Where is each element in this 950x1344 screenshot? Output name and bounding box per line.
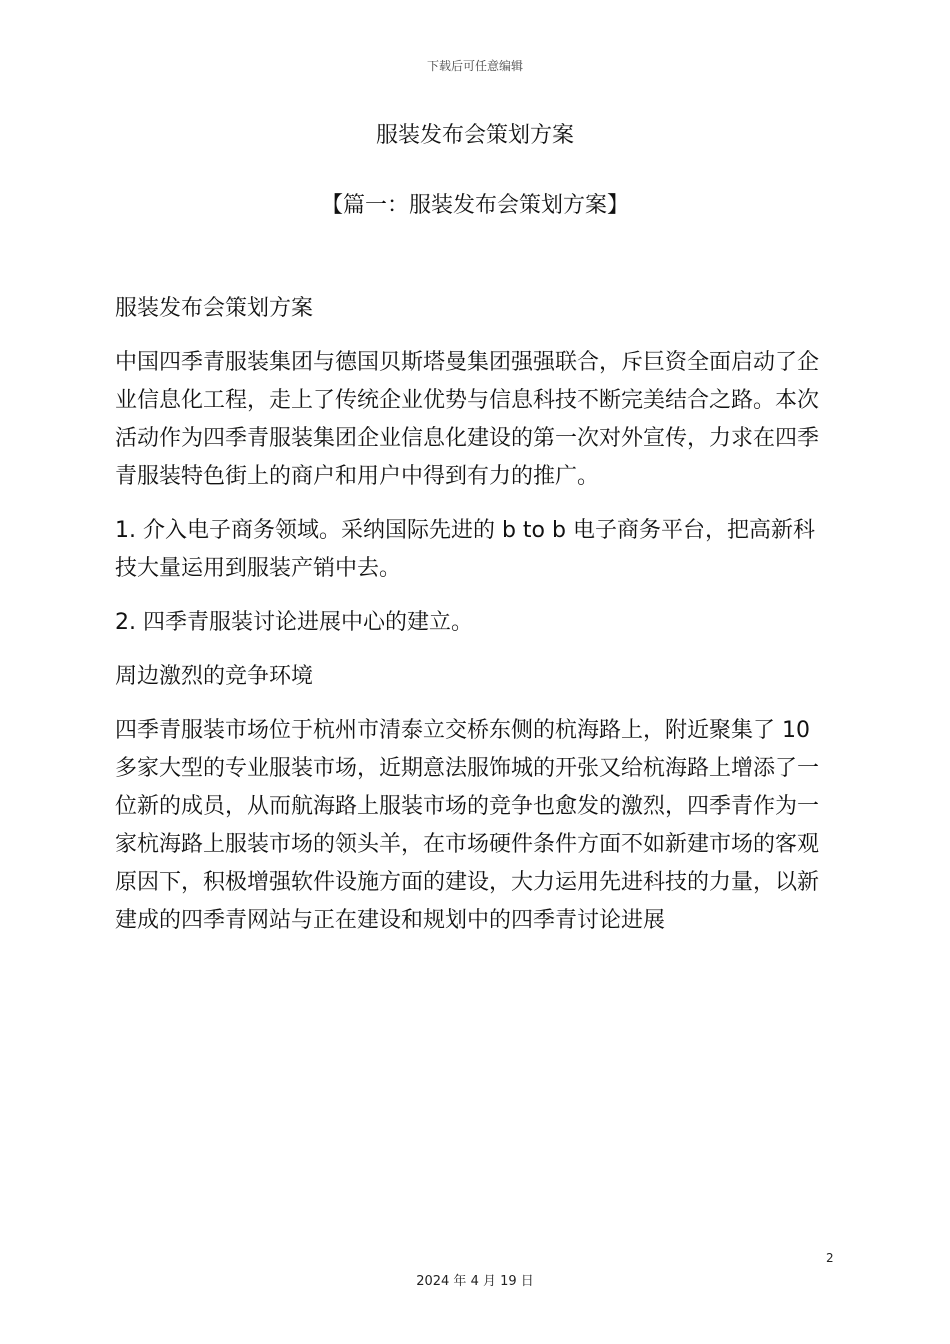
document-body [115,290,835,956]
section-heading: 周边激烈的竞争环境 [115,664,314,689]
footer-date: 2024 年 4 月 19 日 [416,1274,534,1289]
header-note: 下载后可任意编辑 [426,59,523,73]
page-number: 2 [826,1251,834,1265]
list-item: 2. 四季青服装讨论进展中心的建立。 [115,610,473,635]
paragraph: 四季青服装市场位于杭州市清泰立交桥东侧的杭海路上，附近聚集了 10 多家大型的专业服装市场，近期意法服饰城的开张又给杭海路上增添了一位新的成员，从而航海路上服装市场的竞争也愈发的激烈，四季青作为一家杭海路上服装市场的领头羊，在市场硬件条件方面不如新建市场的客观原因下，积极增强软件设施方面的建设，大力运用先进科技的力量，以新建成的四季青网站与正在建设和规划中的四季青讨论进展 [115,718,820,933]
document-subtitle: 【篇一：服装发布会策划方案】 [320,193,629,218]
section-heading: 服装发布会策划方案 [115,296,314,321]
list-item: 1. 介入电子商务领域。采纳国际先进的 b to b 电子商务平台，把高新科技大量运用到服装产销中去。 [115,518,815,581]
document-title: 服装发布会策划方案 [375,123,574,148]
paragraph: 中国四季青服装集团与德国贝斯塔曼集团强强联合，斥巨资全面启动了企业信息化工程，走上了传统企业优势与信息科技不断完美结合之路。本次活动作为四季青服装集团企业信息化建设的第一次对外宣传，力求在四季青服装特色街上的商户和用户中得到有力的推广。 [115,350,820,489]
